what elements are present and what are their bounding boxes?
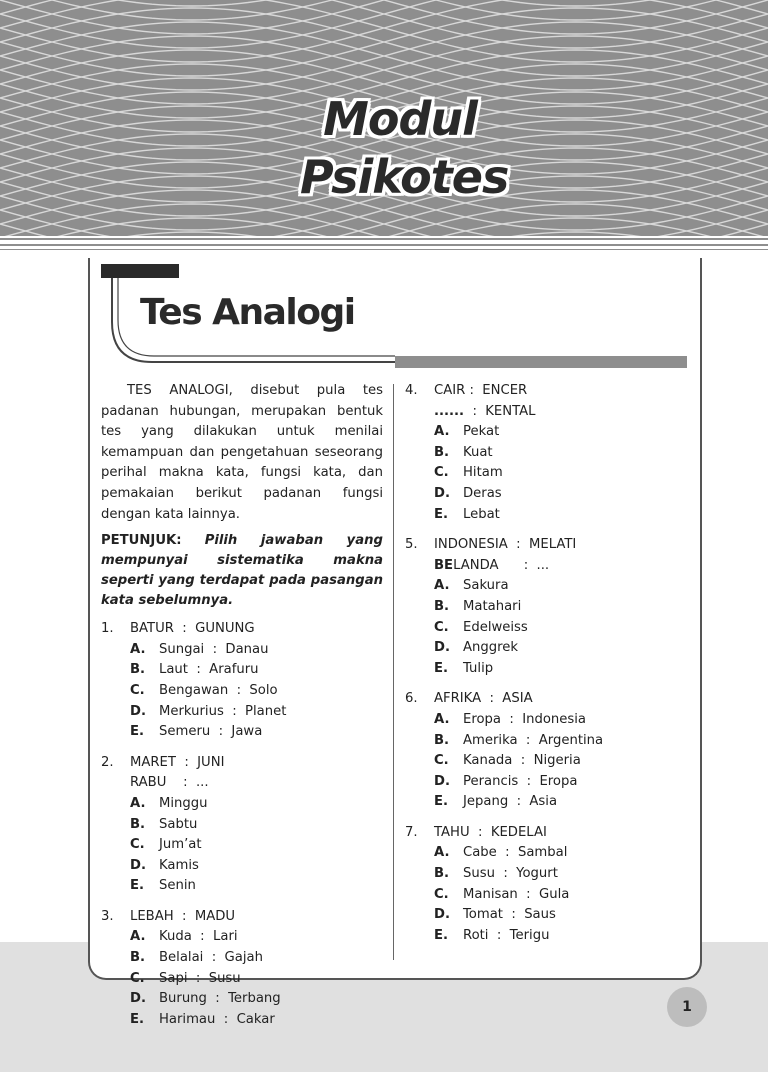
- question-text: LEBAH : MADU: [130, 908, 236, 924]
- option-text: Sabtu: [159, 816, 198, 832]
- option-text: Lebat: [463, 506, 500, 522]
- question-subline: [101, 773, 383, 794]
- option-letter: B.: [130, 662, 146, 678]
- answer-option: [101, 989, 383, 1010]
- option-text: Kanada : Nigeria: [463, 753, 581, 769]
- question-item: [405, 381, 687, 525]
- answer-option: [405, 792, 687, 813]
- question-stem: [405, 535, 687, 556]
- question-subline-bold: BE: [434, 557, 454, 573]
- question-text: BATUR : GUNUNG: [130, 621, 255, 637]
- question-number: 3.: [101, 908, 114, 924]
- option-letter: B.: [434, 444, 450, 460]
- question-number: 5.: [405, 537, 418, 553]
- question-number: 1.: [101, 621, 114, 637]
- answer-option: [405, 731, 687, 752]
- option-text: Laut : Arafuru: [159, 662, 259, 678]
- question-text: CAIR : ENCER: [434, 383, 528, 398]
- question-stem: [101, 907, 383, 928]
- answer-option: [101, 794, 383, 815]
- option-letter: C.: [130, 682, 145, 698]
- option-text: Eropa : Indonesia: [463, 711, 586, 727]
- answer-option: [405, 597, 687, 618]
- option-letter: D.: [130, 991, 146, 1007]
- option-text: Deras: [463, 485, 502, 501]
- question-subline-text: : KENTAL: [464, 403, 536, 419]
- option-letter: D.: [434, 773, 450, 789]
- option-text: Susu : Yogurt: [463, 866, 558, 882]
- option-text: Kamis: [159, 857, 199, 873]
- answer-option: [405, 659, 687, 680]
- option-letter: E.: [130, 878, 145, 894]
- option-text: Roti : Terigu: [463, 927, 550, 943]
- option-letter: C.: [434, 753, 449, 769]
- option-letter: C.: [434, 465, 449, 481]
- answer-option: [101, 640, 383, 661]
- question-number: 4.: [405, 383, 418, 398]
- option-text: Perancis : Eropa: [463, 773, 578, 789]
- option-letter: D.: [130, 703, 146, 719]
- question-item: [101, 753, 383, 897]
- question-text: INDONESIA : MELATI: [434, 537, 577, 553]
- answer-option: [405, 772, 687, 793]
- question-list: [405, 381, 687, 946]
- question-list: [101, 619, 383, 1030]
- option-text: Minggu: [159, 795, 208, 811]
- answer-option: [101, 660, 383, 681]
- option-letter: E.: [434, 660, 449, 676]
- option-text: Semeru : Jawa: [159, 724, 263, 740]
- option-letter: D.: [434, 907, 450, 923]
- option-letter: B.: [434, 866, 450, 882]
- option-letter: B.: [130, 950, 146, 966]
- option-letter: C.: [434, 886, 449, 902]
- question-number: 6.: [405, 691, 418, 707]
- answer-option: [101, 876, 383, 897]
- answer-option: [101, 948, 383, 969]
- option-letter: A.: [130, 929, 146, 945]
- option-text: Jum’at: [159, 837, 202, 853]
- answer-option: [405, 618, 687, 639]
- option-text: Senin: [159, 878, 196, 894]
- option-text: Belalai : Gajah: [159, 950, 263, 966]
- option-text: Sungai : Danau: [159, 641, 269, 657]
- option-text: Kuat: [463, 444, 493, 460]
- answer-option: [405, 505, 687, 526]
- question-item: [405, 823, 687, 947]
- answer-option: [405, 751, 687, 772]
- option-letter: D.: [434, 485, 450, 501]
- option-text: Manisan : Gula: [463, 886, 570, 902]
- option-letter: B.: [434, 598, 450, 614]
- answer-option: [405, 576, 687, 597]
- option-letter: A.: [434, 845, 450, 861]
- option-letter: D.: [434, 640, 450, 656]
- question-item: [405, 535, 687, 679]
- option-letter: E.: [130, 724, 145, 740]
- question-subline: [405, 556, 687, 577]
- answer-option: [405, 905, 687, 926]
- option-text: Jepang : Asia: [463, 794, 558, 810]
- question-number: 7.: [405, 824, 418, 840]
- option-text: Tulip: [463, 660, 494, 676]
- option-text: Cabe : Sambal: [463, 845, 568, 861]
- answer-option: [101, 835, 383, 856]
- question-stem: [101, 619, 383, 640]
- option-text: Hitam: [463, 465, 503, 481]
- answer-option: [101, 1010, 383, 1031]
- option-letter: A.: [434, 578, 450, 594]
- question-number: 2.: [101, 754, 114, 770]
- answer-option: [405, 484, 687, 505]
- answer-option: [101, 927, 383, 948]
- question-text: MARET : JUNI: [130, 754, 225, 770]
- column-divider: [393, 384, 394, 960]
- answer-option: [101, 815, 383, 836]
- intro-paragraph: TES ANALOGI, disebut pula tes padanan hubungan, merupakan bentuk tes yang dilakukan untuk menilai kemampuan dan pengetahuan seseorang perihal makna kata, fungsi kata, dan pemakaian berikut padanan fungsi dengan kata lainnya.: [101, 383, 383, 522]
- question-subline-text: RABU : ...: [130, 775, 209, 791]
- answer-option: [405, 885, 687, 906]
- answer-option: [405, 463, 687, 484]
- option-text: Harimau : Cakar: [159, 1011, 275, 1027]
- option-text: Kuda : Lari: [159, 929, 238, 945]
- right-column: [405, 381, 687, 956]
- instructions-label: PETUNJUK:: [101, 533, 182, 549]
- question-subline: [405, 402, 687, 423]
- header-rule: [0, 238, 768, 240]
- header-rule: [0, 244, 768, 246]
- option-text: Sakura: [463, 578, 509, 594]
- question-subline-bold: ......: [434, 403, 465, 419]
- answer-option: [101, 681, 383, 702]
- answer-option: [405, 710, 687, 731]
- option-letter: E.: [130, 1011, 145, 1027]
- option-letter: C.: [130, 970, 145, 986]
- option-text: Sapi : Susu: [159, 970, 241, 986]
- answer-option: [405, 443, 687, 464]
- option-text: Bengawan : Solo: [159, 682, 278, 698]
- answer-option: [101, 722, 383, 743]
- option-letter: A.: [434, 711, 450, 727]
- question-text: AFRIKA : ASIA: [434, 691, 533, 707]
- question-stem: [405, 381, 687, 402]
- left-column: [101, 381, 383, 1040]
- option-letter: E.: [434, 506, 449, 522]
- section-accent-bar: [395, 356, 687, 368]
- option-text: Amerika : Argentina: [463, 732, 604, 748]
- option-text: Matahari: [463, 598, 522, 614]
- question-item: [101, 619, 383, 743]
- option-text: Anggrek: [463, 640, 519, 656]
- option-letter: C.: [434, 619, 449, 635]
- instructions-text: Pilih jawaban yang mempunyai sistematika makna seperti yang terdapat pada pasangan kata sebelumnya.: [101, 533, 383, 609]
- option-text: Pekat: [463, 424, 500, 440]
- question-stem: [405, 689, 687, 710]
- option-letter: E.: [434, 927, 449, 943]
- option-letter: C.: [130, 837, 145, 853]
- section-marker-bar: [101, 264, 179, 278]
- option-text: Edelweiss: [463, 619, 528, 635]
- instructions: [101, 531, 383, 611]
- answer-option: [405, 864, 687, 885]
- question-item: [101, 907, 383, 1031]
- option-letter: A.: [130, 641, 146, 657]
- question-stem: [101, 753, 383, 774]
- question-text: TAHU : KEDELAI: [434, 824, 547, 840]
- option-letter: B.: [434, 732, 450, 748]
- option-text: Merkurius : Planet: [159, 703, 287, 719]
- option-letter: D.: [130, 857, 146, 873]
- page-number: 1: [667, 987, 707, 1027]
- option-letter: B.: [130, 816, 146, 832]
- answer-option: [405, 926, 687, 947]
- question-subline-text: LANDA : ...: [453, 557, 550, 573]
- answer-option: [405, 422, 687, 443]
- section-title: Tes Analogi: [140, 292, 355, 333]
- module-title: [300, 90, 509, 206]
- option-letter: A.: [434, 424, 450, 440]
- option-letter: A.: [130, 795, 146, 811]
- answer-option: [101, 702, 383, 723]
- answer-option: [405, 843, 687, 864]
- module-title-line2: Psikotes: [300, 150, 509, 204]
- option-text: Tomat : Saus: [463, 907, 556, 923]
- option-text: Burung : Terbang: [159, 991, 281, 1007]
- question-stem: [405, 823, 687, 844]
- answer-option: [101, 856, 383, 877]
- module-title-line1: Modul: [323, 92, 477, 146]
- question-item: [405, 689, 687, 813]
- answer-option: [101, 969, 383, 990]
- option-letter: E.: [434, 794, 449, 810]
- header-rule: [0, 249, 768, 250]
- answer-option: [405, 638, 687, 659]
